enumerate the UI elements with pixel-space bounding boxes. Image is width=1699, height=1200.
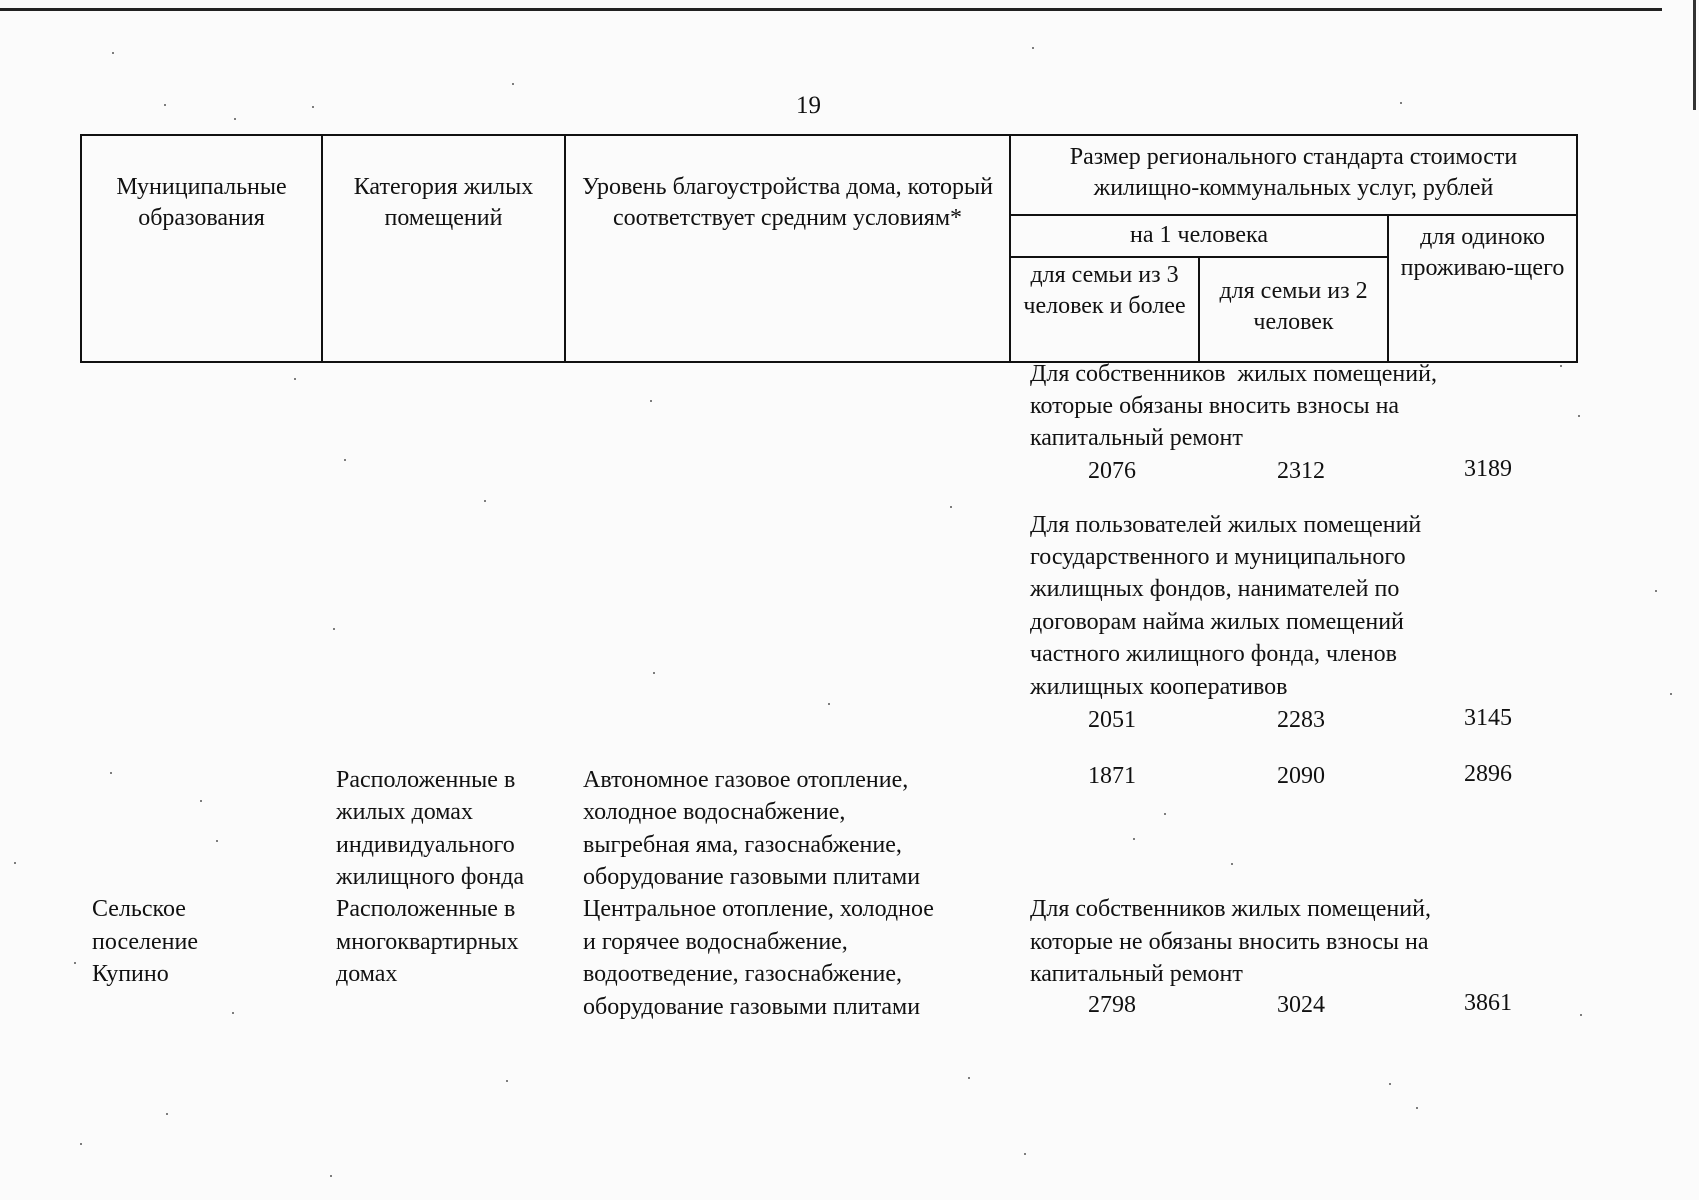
level-line: и горячее водоснабжение, bbox=[583, 929, 848, 955]
scan-speck bbox=[950, 506, 952, 508]
scan-speck bbox=[968, 1077, 970, 1079]
level-line: водоотведение, газоснабжение, bbox=[583, 961, 903, 987]
header-standard-size: Размер регионального стандарта стоимости жилищно-коммунальных услуг, рублей bbox=[1010, 135, 1577, 215]
scan-speck bbox=[164, 104, 166, 106]
scan-speck bbox=[330, 1175, 332, 1177]
owners-obliged-label-line: которые обязаны вносить взносы на bbox=[1030, 393, 1400, 419]
kupino-label-line: Для собственников жилых помещений, bbox=[1030, 896, 1431, 922]
scan-speck bbox=[506, 1080, 508, 1082]
scan-speck bbox=[112, 52, 114, 54]
scan-speck bbox=[200, 800, 202, 802]
scan-speck bbox=[80, 1143, 82, 1145]
category-line: жилых домах bbox=[336, 799, 473, 825]
header-level: Уровень благоустройства дома, который соответствует средним условиям* bbox=[565, 135, 1010, 362]
scan-speck bbox=[1032, 47, 1034, 49]
users-state-label-line: жилищных кооперативов bbox=[1030, 674, 1288, 700]
category-line: Расположенные в bbox=[336, 896, 516, 922]
users-state-label-line: Для пользователей жилых помещений bbox=[1030, 512, 1422, 538]
users-state-label-line: жилищных фондов, нанимателей по bbox=[1030, 576, 1400, 602]
scan-speck bbox=[74, 962, 76, 964]
scan-speck bbox=[216, 840, 218, 842]
scan-speck bbox=[14, 862, 16, 864]
value-single: 3861 bbox=[1464, 990, 1512, 1016]
scan-border-top bbox=[0, 8, 1662, 11]
scan-speck bbox=[1024, 1153, 1026, 1155]
level-line: оборудование газовыми плитами bbox=[583, 994, 921, 1020]
scan-speck bbox=[232, 1012, 234, 1014]
value-single: 3189 bbox=[1464, 456, 1512, 482]
scan-speck bbox=[653, 672, 655, 674]
value-family3: 2076 bbox=[1088, 458, 1136, 484]
header-per-person: на 1 человека bbox=[1010, 215, 1388, 257]
scan-speck bbox=[1400, 102, 1402, 104]
scan-speck bbox=[1164, 813, 1166, 815]
scan-speck bbox=[312, 106, 314, 108]
scan-border-right bbox=[1693, 0, 1696, 110]
scan-speck bbox=[294, 378, 296, 380]
scan-speck bbox=[1133, 838, 1135, 840]
value-family3: 1871 bbox=[1088, 763, 1136, 789]
value-family2: 2090 bbox=[1277, 763, 1325, 789]
kupino-label-line: которые не обязаны вносить взносы на bbox=[1030, 929, 1429, 955]
scan-speck bbox=[1670, 693, 1672, 695]
scan-speck bbox=[1416, 1107, 1418, 1109]
scan-speck bbox=[650, 400, 652, 402]
users-state-label-line: государственного и муниципального bbox=[1030, 544, 1406, 570]
table-header bbox=[80, 134, 1578, 363]
owners-obliged-label-line: Для собственников жилых помещений, bbox=[1030, 361, 1437, 387]
scan-speck bbox=[166, 1113, 168, 1115]
municipal-line: Купино bbox=[92, 961, 169, 987]
scan-speck bbox=[828, 703, 830, 705]
level-line: оборудование газовыми плитами bbox=[583, 864, 921, 890]
value-single: 2896 bbox=[1464, 761, 1512, 787]
header-category: Категория жилых помещений bbox=[322, 135, 565, 362]
scan-speck bbox=[344, 459, 346, 461]
category-line: индивидуального bbox=[336, 832, 515, 858]
header-municipal: Муниципальные образования bbox=[81, 135, 322, 362]
category-line: домах bbox=[336, 961, 398, 987]
owners-obliged-label-line: капитальный ремонт bbox=[1030, 425, 1243, 451]
value-single: 3145 bbox=[1464, 705, 1512, 731]
level-line: холодное водоснабжение, bbox=[583, 799, 846, 825]
scan-speck bbox=[110, 772, 112, 774]
municipal-line: Сельское bbox=[92, 896, 186, 922]
scan-speck bbox=[1389, 1083, 1391, 1085]
level-line: Автономное газовое отопление, bbox=[583, 767, 909, 793]
header-family-2: для семьи из 2 человек bbox=[1199, 257, 1388, 362]
kupino-label-line: капитальный ремонт bbox=[1030, 961, 1243, 987]
scan-speck bbox=[1231, 863, 1233, 865]
category-line: жилищного фонда bbox=[336, 864, 525, 890]
level-line: Центральное отопление, холодное bbox=[583, 896, 934, 922]
scan-speck bbox=[1578, 415, 1580, 417]
header-family-3: для семьи из 3 человек и более bbox=[1010, 257, 1199, 362]
users-state-label-line: частного жилищного фонда, членов bbox=[1030, 641, 1397, 667]
scan-speck bbox=[484, 500, 486, 502]
value-family2: 2283 bbox=[1277, 707, 1325, 733]
municipal-line: поселение bbox=[92, 929, 199, 955]
value-family3: 2798 bbox=[1088, 992, 1136, 1018]
scan-speck bbox=[1655, 590, 1657, 592]
category-line: многоквартирных bbox=[336, 929, 519, 955]
page-number: 19 bbox=[796, 92, 821, 119]
value-family3: 2051 bbox=[1088, 707, 1136, 733]
scan-speck bbox=[1580, 1014, 1582, 1016]
scan-speck bbox=[1560, 365, 1562, 367]
value-family2: 3024 bbox=[1277, 992, 1325, 1018]
category-line: Расположенные в bbox=[336, 767, 516, 793]
level-line: выгребная яма, газоснабжение, bbox=[583, 832, 902, 858]
scan-speck bbox=[512, 83, 514, 85]
scan-speck bbox=[333, 628, 335, 630]
header-single: для одиноко проживаю-щего bbox=[1388, 215, 1577, 362]
scan-speck bbox=[234, 118, 236, 120]
users-state-label-line: договорам найма жилых помещений bbox=[1030, 609, 1404, 635]
value-family2: 2312 bbox=[1277, 458, 1325, 484]
